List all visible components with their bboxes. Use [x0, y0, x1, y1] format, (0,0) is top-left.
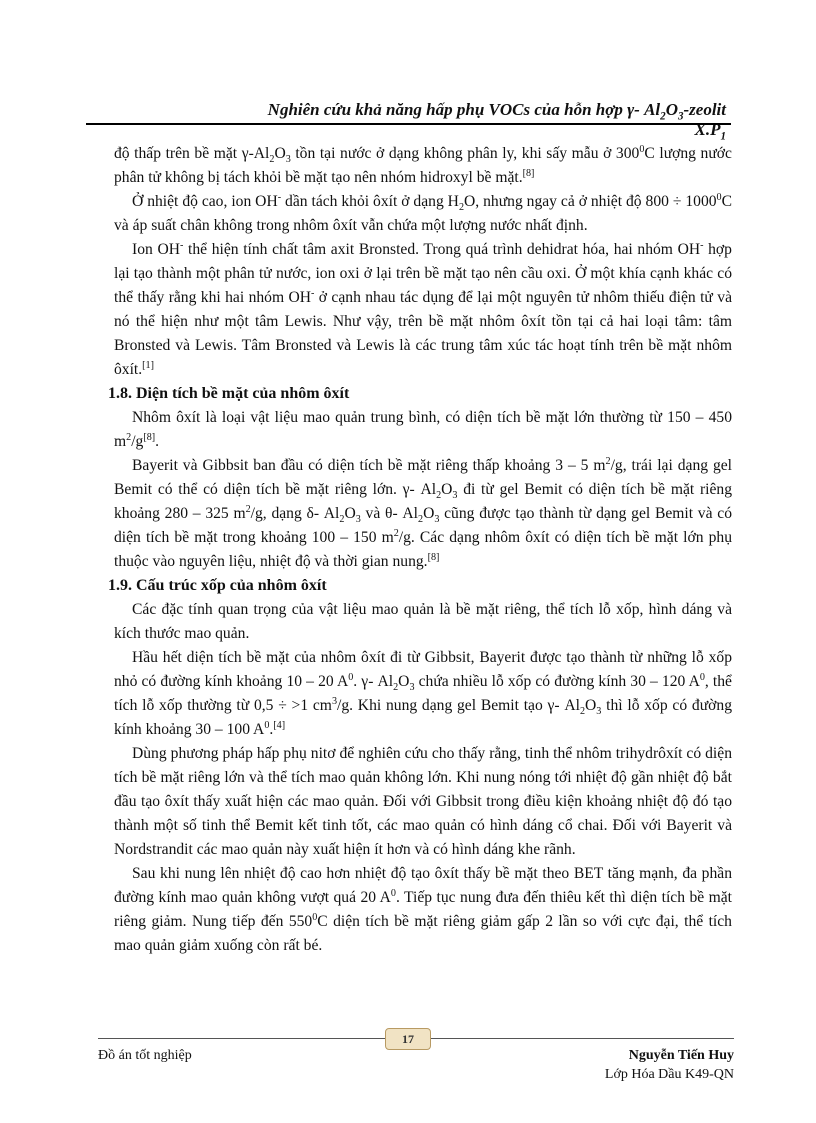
paragraph-surface-area-intro: Nhôm ôxít là loại vật liệu mao quản trung bình, có diện tích bề mặt lớn thường từ 150 – 450 $m^2/g[8]$. [114, 409, 732, 450]
paragraph-acid-centers: Ion OH- thể hiện tính chất tâm axit Bronsted. Trong quá trình dehidrat hóa, hai nhóm OH- hợp lại tạo thành một phân tử nước, ion oxi ở lại trên bề mặt tạo nên cầu oxi. Ở một khía cạnh khác có thể thấy rằng khi hai nhóm OH- ở cạnh nhau tác dụng để lại một nguyên tử nhôm thiếu điện tử và nó thể hiện như một tâm Lewis. Như vậy, trên bề mặt nhôm ôxít tồn tại cả hai loại tâm: tâm Bronsted và Lewis. Tâm Bronsted và Lewis là các trung tâm xúc tác hoạt tính trên bề mặt nhôm ôxít.[1] [114, 239, 732, 378]
paragraph-porous-properties: Các đặc tính quan trọng của vật liệu mao quản là bề mặt riêng, thể tích lỗ xốp, hình dáng và kích thước mao quản. [114, 601, 732, 642]
page-body [108, 142, 733, 958]
paragraph-pore-diameter: Hầu hết diện tích bề mặt của nhôm ôxít đi từ Gibbsit, Bayerit được tạo thành từ những lỗ xốp nhỏ có đường kính khoảng 10 – 20 $A^0$. γ- $Al_2O_3$ chứa nhiều lỗ xốp có đường kính 30 – 120 $A^0$, thể tích lỗ xốp thường từ 0,5 ÷ >1 $cm^3/g$. Khi nung dạng gel Bemit tạo γ- $Al_2O_3$ thì lỗ xốp có đường kính khoảng 30 – 100 $A^0.[4]$ [114, 649, 732, 738]
footer-author: Nguyễn Tiến Huy [628, 1048, 734, 1063]
paragraph-surface-area-forms: Bayerit và Gibbsit ban đầu có diện tích bề mặt riêng thấp khoảng 3 – 5 $m^2/g$, trái lại dạng gel Bemit có thể có diện tích bề mặt riêng lớn. γ- $Al_2O_3$ đi từ gel Bemit có diện tích bề mặt riêng khoảng 280 – 325 $m^2/g$, dạng δ- $Al_2O_3$ và θ- $Al_2O_3$ cũng được tạo thành từ dạng gel Bemit và có diện tích bề mặt trong khoảng 100 – 150 $m^2/g$. Các dạng nhôm ôxít có diện tích bề mặt lớn phụ thuộc vào nguyên liệu, nhiệt độ và thời gian nung.[8] [114, 455, 733, 570]
footer-class: Lớp Hóa Dầu K49-QN [604, 1067, 734, 1082]
paragraph-hydroxyl: độ thấp trên bề mặt $\gamma-Al_2O_3$ tồn tại nước ở dạng không phân ly, khi sấy mẫu ở $300^0C$ lượng nước phân tử không bị tách khỏi bề mặt tạo nên nhóm hidroxyl bề mặt.[8] [114, 143, 732, 186]
running-header: Nghiên cứu khả năng hấp phụ VOCs của hỗn hợp γ- $Al_2O_3$-zeolit $X.P_1$ [267, 100, 726, 143]
page-number: 17 [385, 1028, 431, 1050]
paragraph-nitrogen-adsorption: Dùng phương pháp hấp phụ nitơ để nghiên cứu cho thấy rằng, tinh thể nhôm trihydrôxít có diện tích bề mặt riêng lớn và thể tích mao quản không lớn. Khi nung nóng tới nhiệt độ gần nhiệt độ bắt đầu tạo ôxít thấy xuất hiện các mao quản. Đối với Gibbsit trong điều kiện khoảng nhiệt độ đó tạo thành một số tinh thể Bemit kết tinh tốt, các mao quản có hình dáng cổ chai. Đối với Bayerit và Nordstrandit các mao quản này xuất hiện ít hơn và có hình dáng khe rãnh. [114, 745, 732, 858]
paragraph-high-temperature: Ở nhiệt độ cao, ion OH- dần tách khỏi ôxít ở dạng $H_2O$, nhưng ngay cả ở nhiệt độ $800 \div 1000^0C$ và áp suất chân không trong nhôm ôxít vẫn chứa một lượng nước nhất định. [114, 191, 733, 234]
section-heading-1-8: 1.8. Diện tích bề mặt của nhôm ôxít [108, 385, 350, 402]
section-heading-1-9: 1.9. Cấu trúc xốp của nhôm ôxít [108, 577, 327, 594]
header-rule [86, 123, 731, 125]
footer-document-type: Đồ án tốt nghiệp [98, 1048, 192, 1063]
paragraph-bet-surface: Sau khi nung lên nhiệt độ cao hơn nhiệt độ tạo ôxít thấy bề mặt theo BET tăng mạnh, đa phần đường kính mao quản không vượt quá 20 $A^0$. Tiếp tục nung đưa đến thiêu kết thì diện tích bề mặt riêng giảm. Nung tiếp đến $550^0C$ diện tích bề mặt riêng giảm gấp 2 lần so với cực đại, thể tích mao quản giảm xuống còn rất bé. [114, 865, 733, 954]
footer-author-block [520, 1046, 734, 1084]
